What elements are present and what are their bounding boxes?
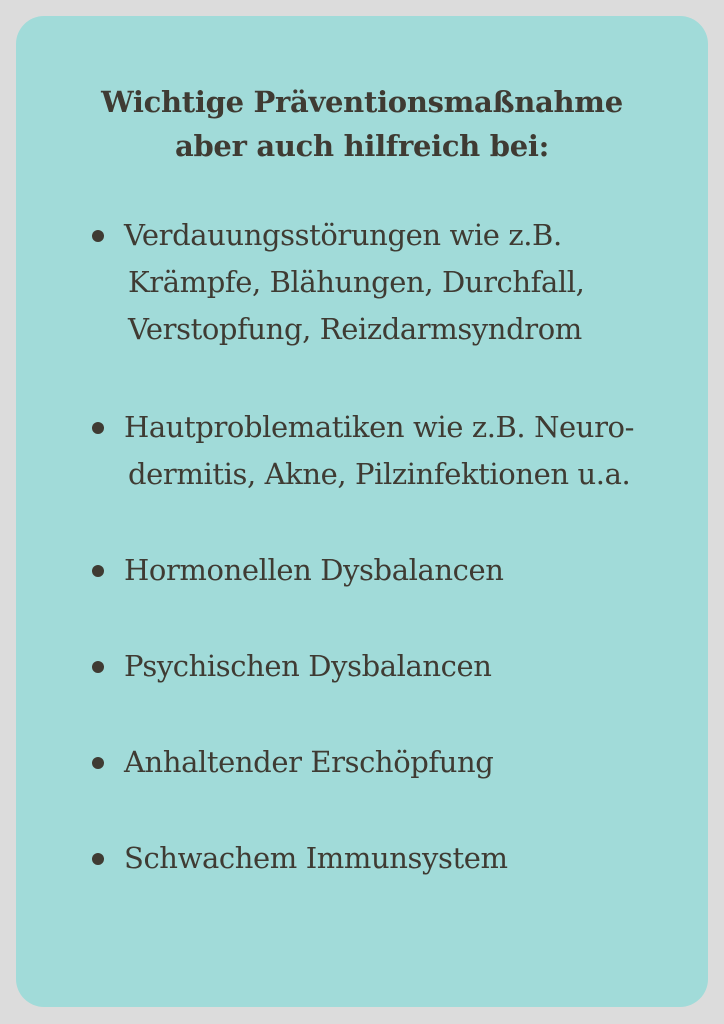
list-item-text: Anhaltender Erschöpfung xyxy=(124,745,494,779)
list-item-text: Hautproblematiken wie z.B. Neuro- xyxy=(124,410,635,444)
bullet-icon xyxy=(92,757,104,769)
list-item-text: Psychischen Dysbalancen xyxy=(124,649,492,683)
bullet-icon xyxy=(92,422,104,434)
list-item-text: Hormonellen Dysbalancen xyxy=(124,553,504,587)
list-item-text: Schwachem Immunsystem xyxy=(124,841,508,875)
bullet-icon xyxy=(92,661,104,673)
list-item-text: Krämpfe, Blähungen, Durchfall, xyxy=(128,265,585,299)
list-item-text: Verstopfung, Reizdarmsyndrom xyxy=(128,312,582,346)
card-title-line-2: aber auch hilfreich bei: xyxy=(174,129,550,163)
card-title-line-1: Wichtige Präventionsmaßnahme xyxy=(101,85,623,119)
bullet-icon xyxy=(92,565,104,577)
list-item-text: dermitis, Akne, Pilzinfektionen u.a. xyxy=(128,457,631,491)
bullet-icon xyxy=(92,853,104,865)
info-card xyxy=(16,16,708,1007)
bullet-icon xyxy=(92,230,104,242)
list-item-text: Verdauungsstörungen wie z.B. xyxy=(124,218,562,252)
card-title xyxy=(16,80,708,168)
